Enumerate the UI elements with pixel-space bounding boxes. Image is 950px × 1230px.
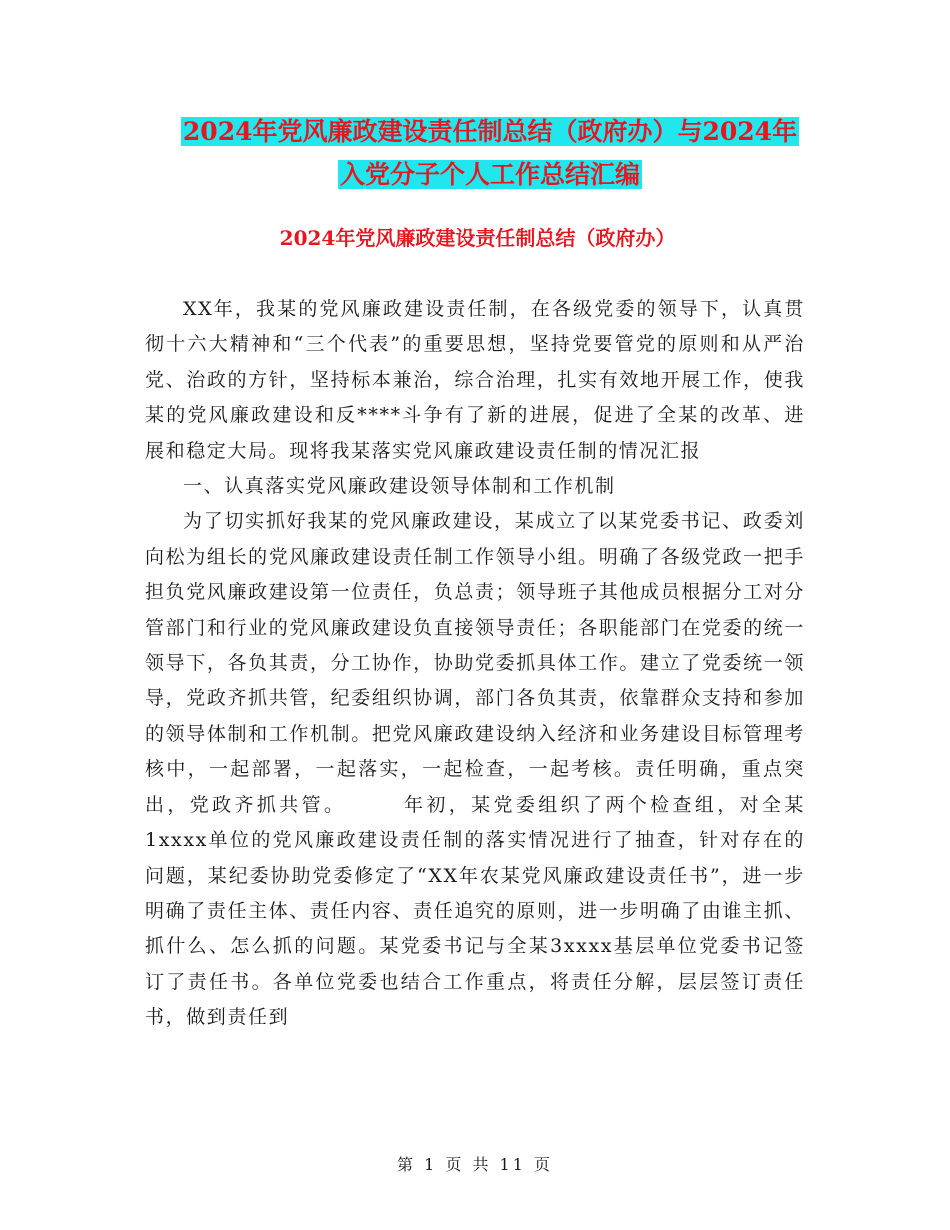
- paragraph-intro: XX年，我某的党风廉政建设责任制，在各级党委的领导下，认真贯彻十六大精神和“三个代表”的重要思想，坚持党要管党的原则和从严治党、治政的方针，坚持标本兼治，综合治理，扎实有效地开展工作，使我某的党风廉政建设和反****斗争有了新的进展，促进了全某的改革、进展和稳定大局。现将我某落实党风廉政建设责任制的情况汇报: [145, 298, 805, 462]
- paragraph-heading-1: 一、认真落实党风廉政建设领导体制和工作机制: [183, 475, 616, 498]
- document-title-line-1: [140, 113, 840, 151]
- title-highlight-1: 2024年党风廉政建设责任制总结（政府办）与2024年: [182, 117, 798, 146]
- page-footer: 第 1 页 共 11 页: [397, 1155, 553, 1174]
- document-body: [145, 292, 805, 1036]
- section-title: 2024年党风廉政建设责任制总结（政府办）: [279, 226, 676, 250]
- title-highlight-2: 入党分子个人工作总结汇编: [339, 160, 640, 189]
- document-title-line-2: [140, 156, 840, 194]
- paragraph-body-1: 为了切实抓好我某的党风廉政建设，某成立了以某党委书记、政委刘向松为组长的党风廉政建设责任制工作领导小组。明确了各级党政一把手担负党风廉政建设第一位责任，负总责；领导班子其他成员根据分工对分管部门和行业的党风廉政建设负直接领导责任；各职能部门在党委的统一领导下，各负其责，分工协作，协助党委抓具体工作。建立了党委统一领导，党政齐抓共管，纪委组织协调，部门各负其责，依靠群众支持和参加的领导体制和工作机制。把党风廉政建设纳入经济和业务建设目标管理考核中，一起部署，一起落实，一起检查，一起考核。责任明确，重点突出，党政齐抓共管。 年初，某党委组织了两个检查组，对全某1xxxx单位的党风廉政建设责任制的落实情况进行了抽查，针对存在的问题，某纪委协助党委修定了“XX年农某党风廉政建设责任书”，进一步明确了责任主体、责任内容、责任追究的原则，进一步明确了由谁主抓、抓什么、怎么抓的问题。某党委书记与全某3xxxx基层单位党委书记签订了责任书。各单位党委也结合工作重点，将责任分解，层层签订责任书，做到责任到: [145, 510, 805, 1029]
